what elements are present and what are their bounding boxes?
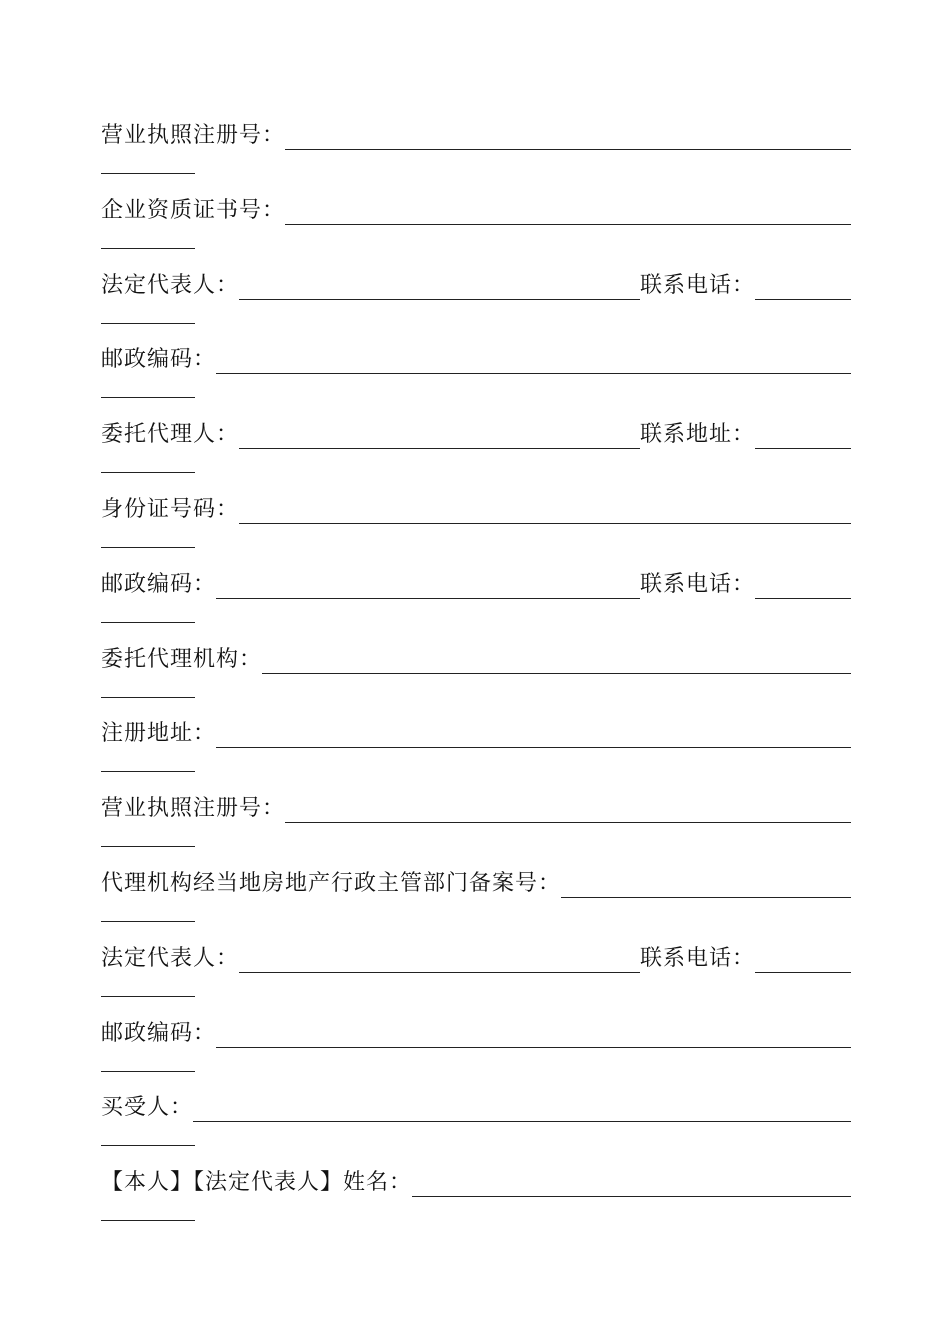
field-label: 企业资质证书号： bbox=[101, 197, 286, 223]
field-label: 委托代理人： bbox=[101, 422, 240, 448]
fill-in-blank[interactable] bbox=[262, 673, 851, 674]
fill-in-blank-continuation bbox=[101, 921, 195, 922]
fill-in-blank-continuation bbox=[101, 1145, 195, 1146]
fill-in-blank-continuation bbox=[101, 771, 195, 772]
fill-in-blank-continuation bbox=[101, 1220, 195, 1221]
field-agency-postal-code bbox=[101, 1010, 851, 1085]
fill-in-blank[interactable] bbox=[285, 149, 851, 150]
fill-in-blank-continuation bbox=[101, 173, 195, 174]
field-label: 买受人： bbox=[101, 1095, 194, 1121]
field-label: 注册地址： bbox=[101, 721, 217, 747]
fill-in-blank-secondary[interactable] bbox=[755, 448, 851, 449]
fill-in-blank[interactable] bbox=[285, 822, 851, 823]
field-postal-code bbox=[101, 336, 851, 411]
field-label: 法定代表人： bbox=[101, 945, 240, 971]
field-label-secondary: 联系电话： bbox=[639, 945, 755, 971]
field-label: 邮政编码： bbox=[101, 571, 217, 597]
fill-in-blank-continuation bbox=[101, 323, 195, 324]
field-registered-address bbox=[101, 710, 851, 785]
field-agency-legal-rep-and-phone bbox=[101, 935, 851, 1010]
fill-in-blank-secondary[interactable] bbox=[755, 972, 851, 973]
contract-form-page bbox=[101, 112, 851, 1234]
fill-in-blank-continuation bbox=[101, 397, 195, 398]
field-business-license-no bbox=[101, 112, 851, 187]
field-legal-rep-and-phone bbox=[101, 262, 851, 337]
field-label-secondary: 联系地址： bbox=[639, 422, 755, 448]
fill-in-blank[interactable] bbox=[412, 1196, 851, 1197]
field-label: 邮政编码： bbox=[101, 347, 217, 373]
field-agent-and-address bbox=[101, 411, 851, 486]
fill-in-blank[interactable] bbox=[193, 1121, 851, 1122]
field-agency bbox=[101, 636, 851, 711]
field-qualification-cert-no bbox=[101, 187, 851, 262]
field-id-number bbox=[101, 486, 851, 561]
fill-in-blank[interactable] bbox=[239, 523, 851, 524]
fill-in-blank-continuation bbox=[101, 697, 195, 698]
fill-in-blank-continuation bbox=[101, 547, 195, 548]
fill-in-blank[interactable] bbox=[561, 897, 851, 898]
field-label: 邮政编码： bbox=[101, 1020, 217, 1046]
field-label-secondary: 联系电话： bbox=[639, 272, 755, 298]
field-label: 代理机构经当地房地产行政主管部门备案号： bbox=[101, 870, 562, 896]
field-label: 营业执照注册号： bbox=[101, 123, 286, 148]
fill-in-blank[interactable] bbox=[239, 972, 640, 973]
fill-in-blank-continuation bbox=[101, 472, 195, 473]
fill-in-blank[interactable] bbox=[216, 598, 640, 599]
fill-in-blank[interactable] bbox=[216, 373, 851, 374]
field-postal-code-and-phone bbox=[101, 561, 851, 636]
fill-in-blank[interactable] bbox=[239, 299, 640, 300]
field-label: 营业执照注册号： bbox=[101, 796, 286, 822]
fill-in-blank-secondary[interactable] bbox=[755, 598, 851, 599]
field-agency-business-license-no bbox=[101, 785, 851, 860]
fill-in-blank[interactable] bbox=[239, 448, 640, 449]
field-buyer bbox=[101, 1084, 851, 1159]
fill-in-blank-continuation bbox=[101, 1071, 195, 1072]
fill-in-blank[interactable] bbox=[216, 747, 851, 748]
field-label: 身份证号码： bbox=[101, 496, 240, 522]
field-label-secondary: 联系电话： bbox=[639, 571, 755, 597]
field-buyer-name bbox=[101, 1159, 851, 1234]
fill-in-blank-continuation bbox=[101, 622, 195, 623]
field-label: 法定代表人： bbox=[101, 272, 240, 298]
fill-in-blank-continuation bbox=[101, 996, 195, 997]
fill-in-blank-continuation bbox=[101, 846, 195, 847]
fill-in-blank[interactable] bbox=[285, 224, 851, 225]
fill-in-blank[interactable] bbox=[216, 1047, 851, 1048]
field-label: 委托代理机构： bbox=[101, 646, 263, 672]
field-label: 【本人】【法定代表人】姓名： bbox=[101, 1170, 413, 1196]
fill-in-blank-secondary[interactable] bbox=[755, 299, 851, 300]
field-agency-filing-no bbox=[101, 860, 851, 935]
fill-in-blank-continuation bbox=[101, 248, 195, 249]
